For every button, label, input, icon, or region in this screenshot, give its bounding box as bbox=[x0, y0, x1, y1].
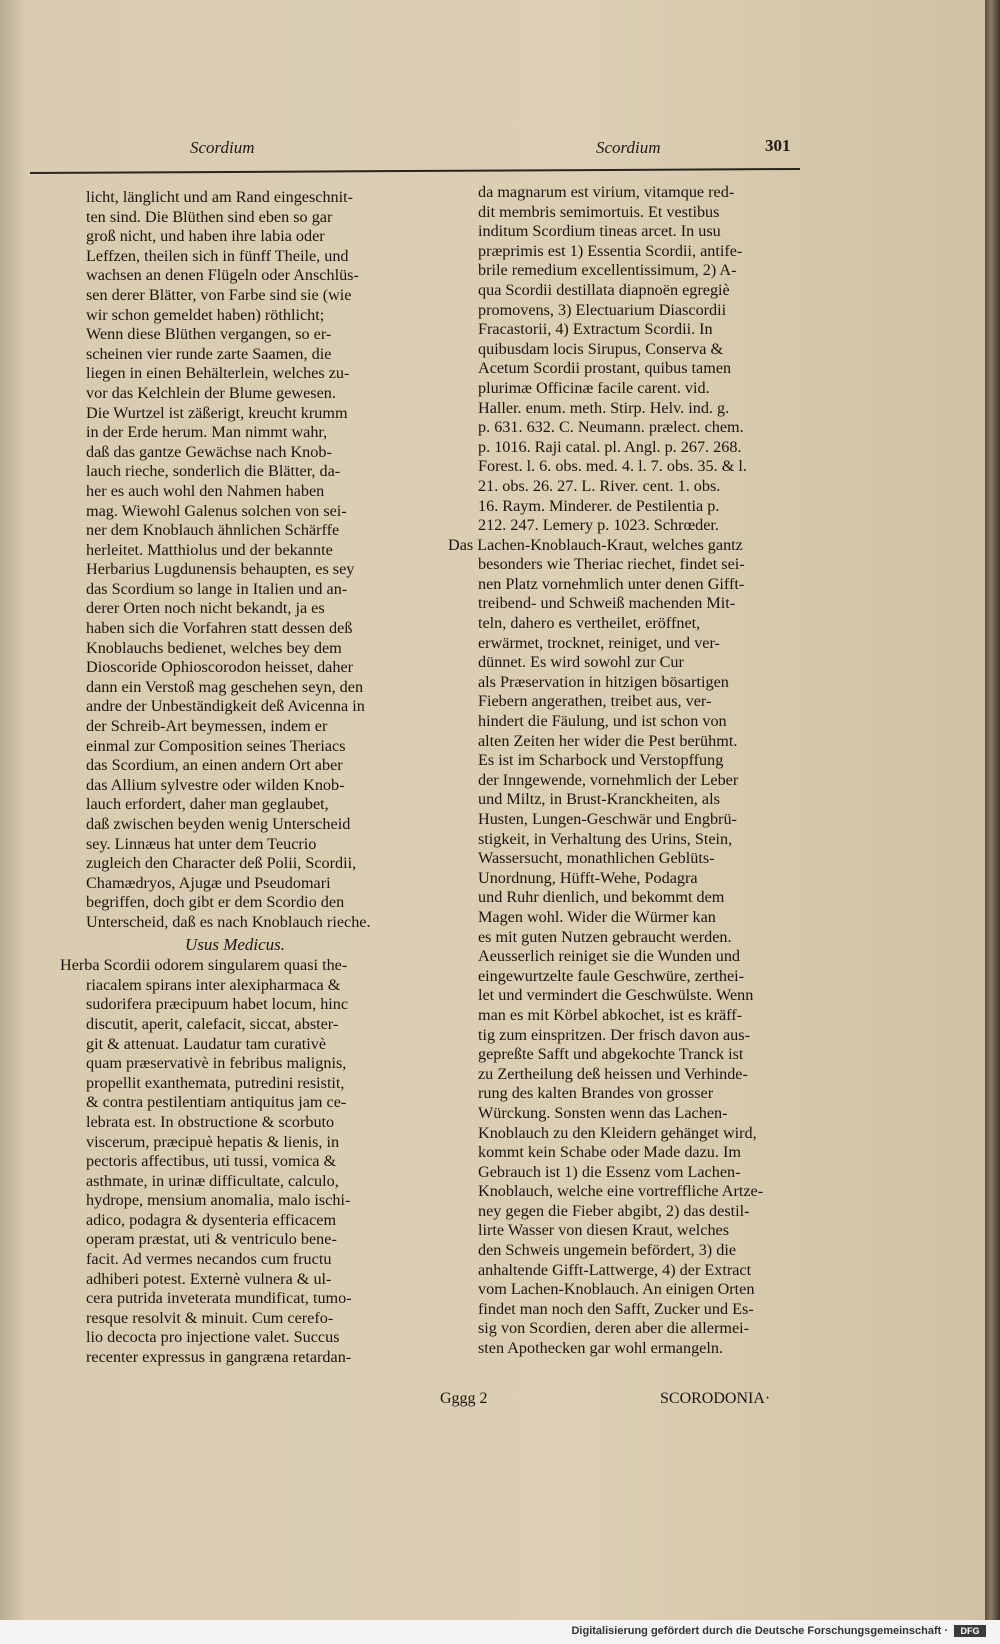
text-line: 21. obs. 26. 27. L. River. cent. 1. obs. bbox=[478, 476, 721, 495]
text-line: operam præstat, uti & ventriculo bene- bbox=[86, 1230, 337, 1249]
text-line: Gebrauch ist 1) die Essenz vom Lachen- bbox=[478, 1162, 741, 1181]
text-line: Die Wurtzel ist zäßerigt, kreucht krumm bbox=[86, 403, 348, 422]
text-line: erwärmet, trocknet, reiniget, und ver- bbox=[478, 633, 720, 652]
text-line: groß nicht, und haben ihre labia oder bbox=[86, 227, 325, 246]
text-line: kommt kein Schabe oder Made dazu. Im bbox=[478, 1143, 741, 1162]
text-line: Acetum Scordii prostant, quibus tamen bbox=[478, 359, 732, 378]
dfg-credit-text: Digitalisierung gefördert durch die Deutsche Forschungsgemeinschaft · bbox=[571, 1625, 948, 1637]
text-line: treibend- und Schweiß machenden Mit- bbox=[478, 594, 736, 613]
text-line: viscerum, præcipuè hepatis & lienis, in bbox=[86, 1132, 340, 1151]
text-line: stigkeit, in Verhaltung des Urins, Stein, bbox=[478, 829, 733, 848]
text-line: begriffen, doch gibt er dem Scordio den bbox=[86, 893, 345, 912]
text-line: eingewurtzelte faule Geschwüre, zerthei- bbox=[478, 966, 745, 985]
text-line: sey. Linnæus hat unter dem Teucrio bbox=[86, 834, 317, 853]
text-line: Das Lachen-Knoblauch-Kraut, welches gantz bbox=[448, 535, 743, 554]
text-line: sten Apothecken gar wohl ermangeln. bbox=[478, 1339, 723, 1358]
text-line: dann ein Verstoß mag geschehen seyn, den bbox=[86, 677, 364, 696]
text-line: sudorifera præcipuum habet locum, hinc bbox=[86, 995, 349, 1014]
text-line: inditum Scordium tineas arcet. In usu bbox=[478, 222, 721, 241]
text-line: besonders wie Theriac riechet, findet sei- bbox=[478, 555, 745, 574]
text-line: Würckung. Sonsten wenn das Lachen- bbox=[478, 1103, 728, 1122]
text-line: den Schweis ungemein befördert, 3) die bbox=[478, 1241, 737, 1260]
text-line: propellit exanthemata, putredini resistit, bbox=[86, 1073, 345, 1092]
text-line: zu Zertheilung deß heissen und Verhinde- bbox=[478, 1064, 748, 1083]
text-line: pectoris affectibus, uti tussi, vomica & bbox=[86, 1152, 337, 1171]
text-line: Aeusserlich reiniget sie die Wunden und bbox=[478, 947, 741, 966]
text-line: p. 1016. Raji catal. pl. Angl. p. 267. 268. bbox=[478, 437, 742, 456]
text-line: licht, länglicht und am Rand eingeschnit- bbox=[86, 188, 354, 206]
text-line: Husten, Lungen-Geschwär und Engbrü- bbox=[478, 810, 737, 828]
text-line: ney gegen die Fieber abgibt, 2) das destil- bbox=[478, 1201, 750, 1220]
text-line: daß das gantze Gewächse nach Knob- bbox=[86, 442, 332, 461]
text-line: & contra pestilentiam antiquitus jam ce- bbox=[86, 1093, 347, 1112]
text-line: adhiberi potest. Externè vulnera & ul- bbox=[86, 1269, 332, 1288]
text-line: 16. Raym. Minderer. de Pestilentia p. bbox=[478, 496, 720, 515]
text-line: dit membris semimortuis. Et vestibus bbox=[478, 202, 720, 221]
text-line: lebrata est. In obstructione & scorbuto bbox=[86, 1112, 335, 1131]
text-line: resque resolvit & minuit. Cum cerefo- bbox=[86, 1308, 334, 1327]
text-line: quibusdam locis Sirupus, Conserva & bbox=[478, 339, 724, 358]
right-latin-text bbox=[448, 183, 800, 536]
text-line: dünnet. Es wird sowohl zur Cur bbox=[478, 653, 684, 672]
text-line: findet man noch den Safft, Zucker und Es- bbox=[478, 1299, 754, 1318]
text-line: Knoblauchs bedienet, welches bey dem bbox=[86, 638, 342, 657]
text-line: facit. Ad vermes necandos cum fructu bbox=[86, 1250, 332, 1269]
text-line: anhaltende Gifft-Lattwerge, 4) der Extract bbox=[478, 1260, 752, 1279]
text-line: adico, podagra & dysenteria efficacem bbox=[86, 1210, 337, 1229]
text-line: lio decocta pro injectione valet. Succus bbox=[86, 1328, 340, 1347]
text-line: teln, dahero es vertheilet, eröffnet, bbox=[478, 614, 701, 633]
text-line: das Scordium so lange in Italien und an- bbox=[86, 579, 348, 598]
right-column bbox=[448, 183, 800, 1359]
text-line: 212. 247. Lemery p. 1023. Schrœder. bbox=[478, 516, 719, 535]
text-line: da magnarum est virium, vitamque red- bbox=[478, 183, 735, 201]
text-line: daß zwischen beyden wenig Unterscheid bbox=[86, 815, 351, 833]
text-line: asthmate, in urinæ difficultate, calculo, bbox=[86, 1171, 339, 1190]
book-edge bbox=[985, 0, 1000, 1644]
text-line: Wassersucht, monathlichen Geblüts- bbox=[478, 849, 715, 868]
header-rule bbox=[30, 168, 800, 174]
text-line: p. 631. 632. C. Neumann. prælect. chem. bbox=[478, 418, 744, 437]
left-column bbox=[60, 188, 410, 1368]
text-line: einmal zur Composition seines Theriacs bbox=[86, 736, 346, 755]
text-line: tig zum einspritzen. Der frisch davon aus- bbox=[478, 1025, 750, 1044]
text-line: man es mit Körbel abkochet, ist es kräff- bbox=[478, 1005, 743, 1024]
running-head-right: Scordium bbox=[596, 138, 661, 157]
right-german-text bbox=[448, 536, 800, 1359]
text-line: der Inngewende, vornehmlich der Leber bbox=[478, 770, 739, 789]
text-line: Forest. l. 6. obs. med. 4. l. 7. obs. 35. & l. bbox=[478, 457, 747, 476]
text-line: Magen wohl. Wider die Würmer kan bbox=[478, 907, 716, 926]
text-line: plurimæ Officinæ facile carent. vid. bbox=[478, 378, 710, 397]
catchword: SCORODONIA· bbox=[660, 1390, 771, 1407]
text-line: und Ruhr dienlich, und bekommt dem bbox=[478, 888, 725, 907]
text-line: ner dem Knoblauch ähnlichen Schärffe bbox=[86, 521, 340, 540]
text-line: hydrope, mensium anomalia, malo ischi- bbox=[86, 1191, 351, 1210]
text-line: Knoblauch zu den Kleidern gehänget wird, bbox=[478, 1123, 757, 1142]
text-line: gepreßte Safft und abgekochte Tranck ist bbox=[478, 1045, 744, 1064]
text-line: discutit, aperit, calefacit, siccat, abster- bbox=[86, 1014, 339, 1033]
text-line: lirte Wasser von diesen Kraut, welches bbox=[478, 1221, 730, 1240]
text-line: Unordnung, Hüfft-Wehe, Podagra bbox=[478, 868, 698, 887]
page-number: 301 bbox=[765, 136, 791, 155]
text-line: Chamædryos, Ajugæ und Pseudomari bbox=[86, 873, 331, 892]
text-line: Dioscoride Ophioscorodon heisset, daher bbox=[86, 658, 354, 677]
text-line: Es ist im Scharbock und Verstopffung bbox=[478, 751, 724, 770]
text-line: lauch erfordert, daher man geglaubet, bbox=[86, 795, 329, 814]
text-line: herleitet. Matthiolus und der bekannte bbox=[86, 540, 333, 559]
text-line: scheinen vier runde zarte Saamen, die bbox=[86, 344, 332, 363]
text-line: Leffzen, theilen sich in fünff Theile, und bbox=[86, 246, 349, 265]
text-line: Herba Scordii odorem singularem quasi the- bbox=[60, 956, 348, 975]
text-line: das Scordium, an einen andern Ort aber bbox=[86, 756, 343, 775]
text-line: Wenn diese Blüthen vergangen, so er- bbox=[86, 325, 332, 344]
text-line: recenter expressus in gangræna retardan- bbox=[86, 1348, 352, 1367]
text-line: qua Scordii destillata diapnoën egregiè bbox=[478, 280, 730, 299]
text-line: alten Zeiten her wider die Pest berühmt. bbox=[478, 731, 738, 750]
text-line: let und vermindert die Geschwülste. Wenn bbox=[478, 986, 754, 1005]
text-line: quam præservativè in febribus malignis, bbox=[86, 1054, 347, 1073]
dfg-logo: DFG bbox=[954, 1625, 986, 1637]
text-line: haben sich die Vorfahren statt dessen deß bbox=[86, 619, 353, 638]
text-line: liegen in einen Behälterlein, welches zu- bbox=[86, 364, 350, 383]
text-line: Knoblauch, welche eine vortreffliche Artze- bbox=[478, 1182, 764, 1201]
text-line: sen derer Blätter, von Farbe sind sie (wie bbox=[86, 285, 352, 304]
text-line: Fiebern angerathen, treibet aus, ver- bbox=[478, 692, 712, 711]
text-line: Unterscheid, daß es nach Knoblauch rieche. bbox=[86, 912, 371, 931]
text-line: brile remedium excellentissimum, 2) A- bbox=[478, 261, 737, 280]
text-line: cera putrida inveterata mundificat, tumo- bbox=[86, 1289, 352, 1308]
text-line: ten sind. Die Blüthen sind eben so gar bbox=[86, 207, 333, 226]
text-line: und Miltz, in Brust-Kranckheiten, als bbox=[478, 790, 720, 809]
text-line: hindert die Fäulung, und ist schon von bbox=[478, 712, 727, 731]
text-line: lauch rieche, sonderlich die Blätter, da- bbox=[86, 462, 341, 481]
running-head-left: Scordium bbox=[190, 138, 255, 157]
left-latin-text bbox=[60, 956, 410, 1367]
text-line: rung des kalten Brandes von grosser bbox=[478, 1084, 714, 1103]
text-line: derer Orten noch nicht bekandt, ja es bbox=[86, 599, 325, 618]
text-line: es mit guten Nutzen gebraucht werden. bbox=[478, 927, 732, 946]
text-line: Herbarius Lugdunensis behaupten, es sey bbox=[86, 560, 355, 579]
text-line: das Allium sylvestre oder wilden Knob- bbox=[86, 775, 345, 794]
text-line: zugleich den Character deß Polii, Scordii, bbox=[86, 854, 357, 873]
text-line: her es auch wohl den Nahmen haben bbox=[86, 481, 325, 500]
text-line: Haller. enum. meth. Stirp. Helv. ind. g. bbox=[478, 398, 730, 417]
text-line: vor das Kelchlein der Blume gewesen. bbox=[86, 383, 336, 402]
text-line: wachsen an denen Flügeln oder Anschlüs- bbox=[86, 266, 359, 285]
text-line: wir schon gemeldet haben) röthlicht; bbox=[86, 305, 325, 324]
text-line: promovens, 3) Electuarium Diascordii bbox=[478, 300, 727, 319]
text-line: riacalem spirans inter alexipharmaca & bbox=[86, 975, 341, 994]
text-line: in der Erde herum. Man nimmt wahr, bbox=[86, 423, 328, 442]
text-line: sig von Scordien, deren aber die allermei- bbox=[478, 1319, 750, 1338]
left-german-text bbox=[60, 188, 410, 933]
section-title-usus-medicus: Usus Medicus. bbox=[184, 934, 286, 954]
text-line: Fracastorii, 4) Extractum Scordii. In bbox=[478, 320, 713, 339]
text-line: git & attenuat. Laudatur tam curativè bbox=[86, 1034, 327, 1053]
signature-mark: Gggg 2 bbox=[440, 1390, 488, 1407]
text-line: mag. Wiewohl Galenus solchen von sei- bbox=[86, 501, 347, 520]
text-line: andre der Unbeständigkeit deß Avicenna in bbox=[86, 697, 365, 716]
text-line: vom Lachen-Knoblauch. An einigen Orten bbox=[478, 1280, 755, 1299]
text-line: als Præservation in hitzigen bösartigen bbox=[478, 672, 729, 691]
text-line: nen Platz vornehmlich unter denen Gifft- bbox=[478, 574, 745, 593]
text-line: der Schreib-Art beymessen, indem er bbox=[86, 717, 328, 736]
text-line: præprimis est 1) Essentia Scordii, antife- bbox=[478, 241, 743, 260]
